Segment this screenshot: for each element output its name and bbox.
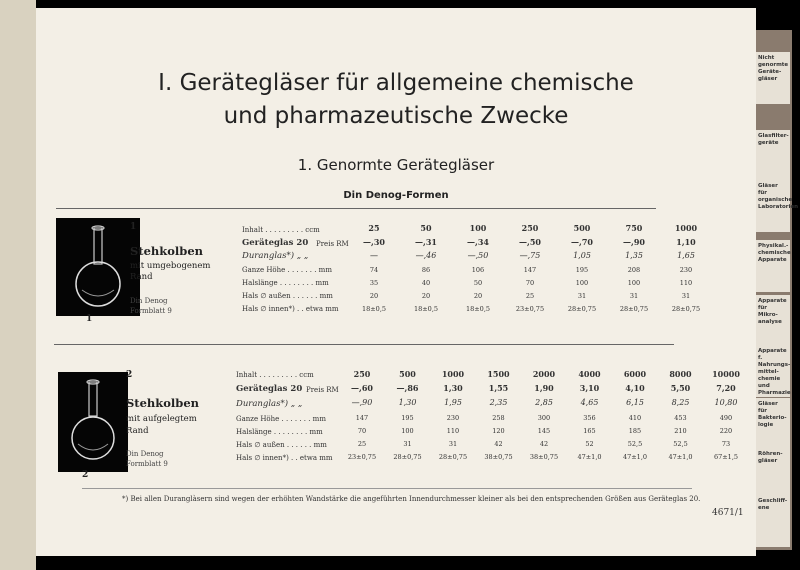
- height-cell: 208: [627, 266, 641, 274]
- inhalt-cell: 2000: [532, 369, 556, 379]
- row-label: Preis RM: [316, 240, 349, 248]
- neck-inner-cell: 18±0,5: [361, 305, 387, 313]
- item-din: Formblatt 9: [126, 460, 168, 468]
- divider: [54, 344, 674, 345]
- item-din: Din Denog: [130, 297, 168, 305]
- index-tab[interactable]: Apparate für Mikro-analyse: [756, 295, 790, 347]
- height-cell: 410: [628, 414, 642, 422]
- neck-length-cell: 120: [492, 427, 505, 435]
- neck-length-cell: 220: [719, 427, 733, 435]
- row-label: Geräteglas 20: [242, 238, 309, 248]
- price-duran-cell: —: [370, 251, 378, 260]
- neck-inner-cell: 28±0,75: [393, 453, 422, 461]
- item-desc: mit umgebogenem: [130, 261, 211, 271]
- neck-outer-cell: 25: [525, 292, 535, 300]
- height-cell: 300: [537, 414, 551, 422]
- price-g20-cell: 7,20: [716, 383, 736, 393]
- neck-outer-cell: 20: [473, 292, 483, 300]
- neck-outer-cell: 52,5: [627, 440, 643, 448]
- footnote: *) Bei allen Duranglàsern sind wegen der erhöhten Wandstärke die angeführten Innendurchmesser kleiner als bei den entsprechenden Größen aus Geräteglas 20.: [122, 495, 701, 503]
- price-duran-cell: 4,65: [580, 398, 599, 407]
- neck-inner-cell: 23±0,75: [515, 305, 545, 313]
- neck-inner-cell: 38±0,75: [484, 453, 513, 461]
- row-label: Geräteglas 20: [236, 384, 303, 394]
- item-desc: Rand: [126, 426, 149, 436]
- index-tab[interactable]: Röhren-gläser: [756, 448, 790, 500]
- row-label: Duranglas*) „ „: [242, 251, 309, 261]
- flask-photo-2: [58, 372, 128, 472]
- item-title: Stehkolben: [130, 244, 204, 258]
- catalog-page: [36, 8, 756, 556]
- neck-outer-cell: 31: [681, 292, 691, 300]
- row-label: Halslänge . . . . . . . . mm: [236, 428, 323, 436]
- neck-outer-cell: 42: [494, 440, 503, 448]
- neck-inner-cell: 28±0,75: [619, 305, 649, 313]
- height-cell: 147: [355, 414, 369, 422]
- neck-outer-cell: 42: [539, 440, 549, 448]
- row-label: Hals ∅ innen*) . . etwa mm: [242, 305, 339, 313]
- section-title: 1. Genormte Gerätegläser: [297, 156, 495, 174]
- price-duran-cell: 10,80: [714, 398, 738, 407]
- price-g20-cell: —,31: [415, 237, 437, 247]
- neck-length-cell: 100: [401, 427, 414, 435]
- price-g20-cell: 1,30: [443, 383, 463, 393]
- photo-number: 2: [82, 470, 89, 480]
- price-duran-cell: 1,95: [444, 398, 462, 407]
- price-duran-cell: 1,65: [677, 251, 695, 260]
- neck-length-cell: 70: [357, 427, 367, 435]
- height-cell: 230: [679, 266, 693, 274]
- height-cell: 195: [401, 414, 414, 422]
- inhalt-cell: 500: [399, 369, 416, 379]
- neck-length-cell: 185: [628, 427, 642, 435]
- neck-inner-cell: 28±0,75: [438, 453, 468, 461]
- price-g20-cell: 1,10: [676, 237, 696, 247]
- price-g20-cell: —,60: [351, 383, 373, 393]
- inhalt-cell: 8000: [669, 369, 692, 379]
- inhalt-cell: 50: [420, 223, 432, 233]
- price-duran-cell: —,50: [467, 251, 489, 260]
- flask-photo-1: [56, 218, 140, 316]
- inhalt-cell: 250: [521, 223, 539, 233]
- price-g20-cell: 1,55: [488, 383, 509, 393]
- page-title-line2: und pharmazeutische Zwecke: [223, 103, 569, 129]
- index-tab[interactable]: Apparate f. Nahrungs-mittel-chemie und Pharmazie: [756, 345, 790, 397]
- neck-length-cell: 145: [537, 427, 551, 435]
- inhalt-cell: 4000: [578, 369, 601, 379]
- neck-inner-cell: 38±0,75: [529, 453, 559, 461]
- price-duran-cell: 1,05: [573, 251, 591, 260]
- neck-length-cell: 35: [369, 279, 379, 287]
- price-g20-cell: 5,50: [670, 383, 691, 393]
- neck-inner-cell: 47±1,0: [622, 453, 648, 461]
- neck-outer-cell: 31: [403, 440, 412, 448]
- height-cell: 230: [446, 414, 460, 422]
- height-cell: 356: [583, 414, 596, 422]
- neck-outer-cell: 31: [577, 292, 587, 300]
- row-label: Ganze Höhe . . . . . . . mm: [242, 266, 332, 274]
- price-g20-cell: 1,90: [534, 383, 554, 393]
- neck-length-cell: 100: [575, 279, 589, 287]
- row-label: Halslänge . . . . . . . . mm: [242, 279, 329, 287]
- inhalt-cell: 750: [625, 223, 643, 233]
- height-cell: 490: [719, 414, 733, 422]
- price-g20-cell: —,90: [623, 237, 645, 247]
- photo-number: 1: [86, 314, 93, 324]
- price-g20-cell: —,34: [467, 237, 489, 247]
- row-label: Inhalt . . . . . . . . . ccm: [236, 371, 314, 379]
- neck-length-cell: 100: [627, 279, 641, 287]
- subsection-title: Din Denog-Formen: [343, 190, 449, 201]
- neck-outer-cell: 20: [369, 292, 379, 300]
- inhalt-cell: 250: [353, 369, 371, 379]
- row-label: Preis RM: [306, 386, 339, 394]
- price-g20-cell: —,50: [519, 237, 541, 247]
- neck-inner-cell: 47±1,0: [577, 453, 602, 461]
- row-label: Hals ∅ innen*) . . etwa mm: [236, 454, 333, 462]
- neck-length-cell: 110: [679, 279, 693, 287]
- neck-length-cell: 165: [583, 427, 596, 435]
- neck-inner-cell: 47±1,0: [668, 453, 693, 461]
- neck-outer-cell: 31: [448, 440, 458, 448]
- neck-outer-cell: 73: [721, 440, 731, 448]
- item-din: Din Denog: [126, 450, 164, 458]
- left-page-edge: [0, 0, 36, 570]
- inhalt-cell: 500: [573, 223, 591, 233]
- price-g20-cell: 3,10: [579, 383, 600, 393]
- neck-outer-cell: 52: [585, 440, 594, 448]
- neck-length-cell: 40: [421, 279, 431, 287]
- inhalt-cell: 100: [469, 223, 487, 233]
- inhalt-cell: 1500: [487, 369, 510, 379]
- index-tab[interactable]: Geschliff-ene: [756, 495, 790, 547]
- divider: [56, 208, 656, 209]
- item-desc: mit aufgelegtem: [126, 414, 197, 424]
- price-duran-cell: 8,25: [671, 398, 690, 407]
- row-label: Ganze Höhe . . . . . . . mm: [236, 415, 326, 423]
- price-duran-cell: —,46: [415, 251, 437, 260]
- page-title-line1: I. Gerätegläser für allgemeine chemische: [158, 70, 634, 96]
- neck-length-cell: 110: [446, 427, 460, 435]
- index-tab[interactable]: Gläser für Bakterio-logie: [756, 398, 790, 450]
- index-tab[interactable]: Physikal.-chemische Apparate: [756, 240, 790, 292]
- price-duran-cell: 1,35: [625, 251, 643, 260]
- price-g20-cell: —,30: [363, 237, 385, 247]
- neck-inner-cell: 28±0,75: [671, 305, 701, 313]
- item-number: 1: [130, 222, 137, 232]
- height-cell: 453: [674, 414, 687, 422]
- neck-outer-cell: 31: [629, 292, 639, 300]
- page-number: 4671/1: [712, 508, 744, 518]
- height-cell: 195: [575, 266, 589, 274]
- price-duran-cell: 1,30: [398, 398, 417, 407]
- inhalt-cell: 6000: [623, 369, 647, 379]
- neck-inner-cell: 18±0,5: [413, 305, 439, 313]
- price-duran-cell: 2,35: [489, 398, 508, 407]
- item-din: Formblatt 9: [130, 307, 172, 315]
- price-duran-cell: 2,85: [535, 398, 553, 407]
- price-duran-cell: —,90: [351, 398, 373, 407]
- index-tab[interactable]: Glasfilter-geräte: [756, 130, 790, 182]
- height-cell: 258: [492, 414, 505, 422]
- inhalt-cell: 1000: [441, 369, 465, 379]
- height-cell: 106: [471, 266, 485, 274]
- neck-length-cell: 70: [525, 279, 535, 287]
- row-label: Hals ∅ außen . . . . . . mm: [242, 292, 333, 300]
- neck-inner-cell: 23±0,75: [347, 453, 377, 461]
- price-g20-cell: 4,10: [625, 383, 645, 393]
- footnote-divider: [82, 488, 692, 489]
- neck-outer-cell: 25: [357, 440, 367, 448]
- height-cell: 86: [421, 266, 431, 274]
- index-tab[interactable]: Nicht genormte Geräte-gläser: [756, 52, 790, 104]
- inhalt-cell: 1000: [674, 223, 698, 233]
- price-duran-cell: —,75: [519, 251, 541, 260]
- neck-outer-cell: 52,5: [673, 440, 688, 448]
- neck-length-cell: 210: [674, 427, 687, 435]
- price-g20-cell: —,86: [396, 383, 419, 393]
- neck-inner-cell: 67±1,5: [713, 453, 739, 461]
- neck-inner-cell: 28±0,75: [567, 305, 597, 313]
- price-duran-cell: 6,15: [626, 398, 644, 407]
- inhalt-cell: 10000: [712, 369, 740, 379]
- item-number: 2: [126, 370, 133, 380]
- row-label: Inhalt . . . . . . . . . ccm: [242, 226, 320, 234]
- item-title: Stehkolben: [126, 396, 200, 410]
- index-tab[interactable]: Gläser für organische Laboratorien: [756, 180, 790, 232]
- inhalt-cell: 25: [368, 223, 380, 233]
- price-g20-cell: —,70: [571, 237, 593, 247]
- neck-inner-cell: 18±0,5: [465, 305, 491, 313]
- height-cell: 147: [523, 266, 537, 274]
- item-desc: Rand: [130, 272, 153, 282]
- height-cell: 74: [369, 266, 379, 274]
- neck-length-cell: 50: [473, 279, 483, 287]
- row-label: Hals ∅ außen . . . . . . mm: [236, 441, 327, 449]
- neck-outer-cell: 20: [421, 292, 431, 300]
- row-label: Duranglas*) „ „: [236, 399, 303, 409]
